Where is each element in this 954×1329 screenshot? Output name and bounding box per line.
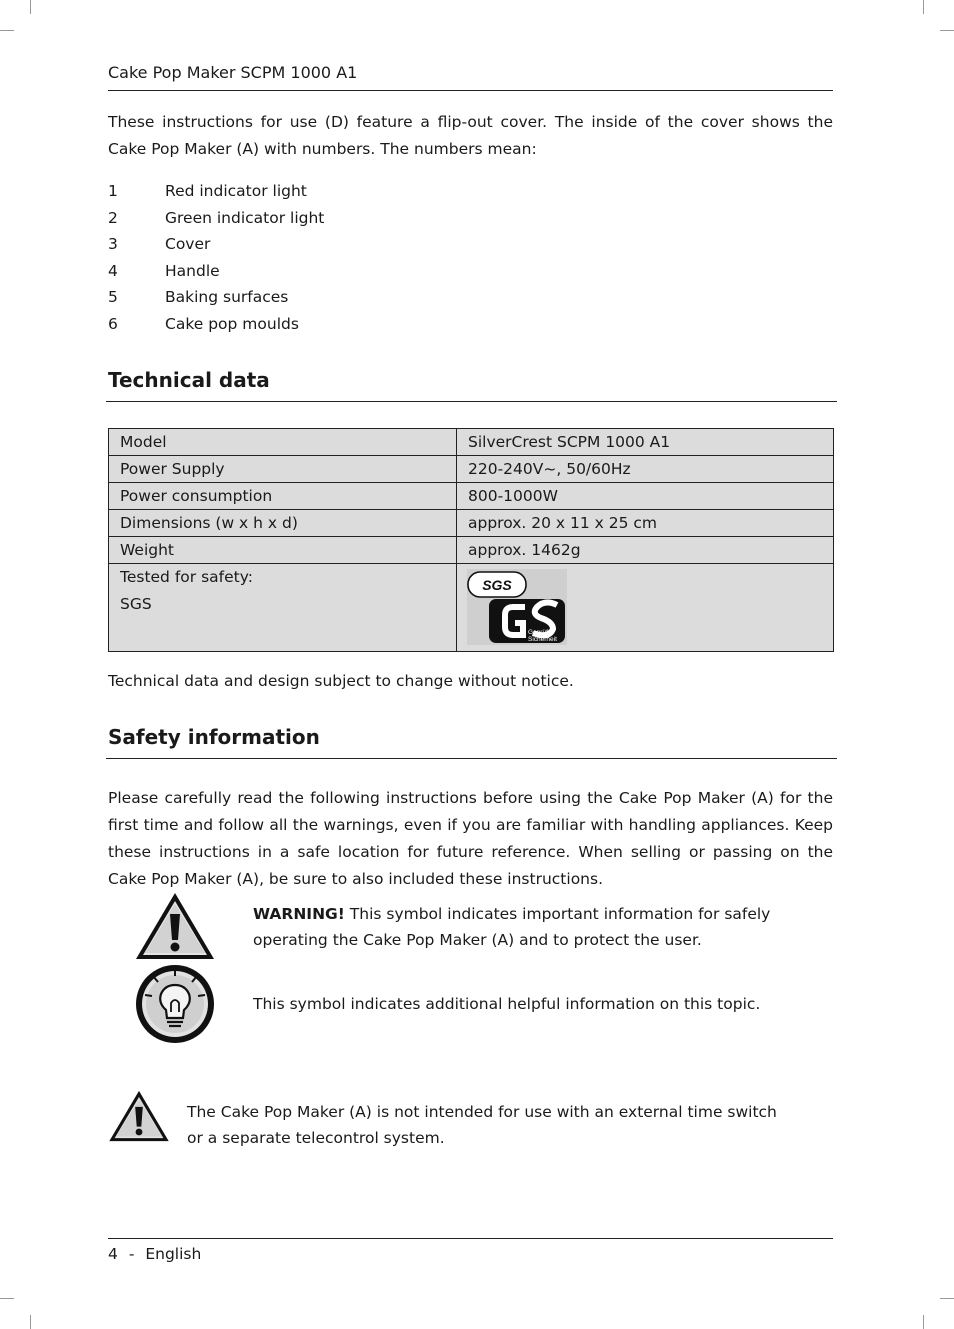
table-row xyxy=(109,564,834,652)
safety-information-heading: Safety information xyxy=(106,724,837,759)
crop-mark xyxy=(923,0,924,14)
crop-mark xyxy=(30,0,31,14)
table-key: Dimensions (w x h x d) xyxy=(109,510,457,537)
gs-logo-line1: Geprüfte xyxy=(528,629,554,636)
part-label: Handle xyxy=(165,261,220,280)
table-key: Power Supply xyxy=(109,456,457,483)
footer-separator: - xyxy=(128,1245,135,1263)
table-row xyxy=(109,537,834,564)
lightbulb-tip-icon xyxy=(133,963,217,1045)
footer-language: English xyxy=(145,1245,202,1263)
gs-logo-line2: Sicherheit xyxy=(528,636,557,643)
parts-list xyxy=(108,178,708,338)
part-label: Green indicator light xyxy=(165,208,325,227)
table-value: SilverCrest SCPM 1000 A1 xyxy=(457,429,834,456)
part-number: 5 xyxy=(108,288,118,307)
crop-mark xyxy=(940,30,954,31)
technical-data-heading: Technical data xyxy=(106,367,837,402)
warning-label: WARNING! xyxy=(253,905,345,923)
crop-mark xyxy=(940,1298,954,1299)
part-number: 6 xyxy=(108,314,118,333)
part-number: 2 xyxy=(108,208,118,227)
list-item xyxy=(108,311,708,338)
table-key: Model xyxy=(109,429,457,456)
table-value xyxy=(457,564,834,652)
intro-paragraph: These instructions for use (D) feature a flip-out cover. The inside of the cover shows the Cake Pop Maker (A) with numbers. The numbers mean: xyxy=(108,113,833,158)
footer-rule xyxy=(108,1238,833,1239)
part-number: 4 xyxy=(108,261,118,280)
part-label: Cake pop moulds xyxy=(165,314,299,333)
crop-mark xyxy=(923,1315,924,1329)
table-row xyxy=(109,483,834,510)
table-key: Weight xyxy=(109,537,457,564)
technical-note: Technical data and design subject to change without notice. xyxy=(108,672,574,690)
crop-mark xyxy=(30,1315,31,1329)
table-row xyxy=(109,510,834,537)
table-key xyxy=(109,564,457,652)
list-item xyxy=(108,258,708,285)
list-item xyxy=(108,231,708,258)
table-key: Power consumption xyxy=(109,483,457,510)
table-value: approx. 20 x 11 x 25 cm xyxy=(457,510,834,537)
warning-description xyxy=(253,901,833,953)
page-header: Cake Pop Maker SCPM 1000 A1 xyxy=(108,63,833,91)
sgs-gs-certification-logo xyxy=(467,569,567,645)
table-value: 800-1000W xyxy=(457,483,834,510)
timer-warning-text: The Cake Pop Maker (A) is not intended for use with an external time switch or a separate telecontrol system. xyxy=(187,1103,777,1147)
page-number: 4 xyxy=(108,1245,118,1263)
sgs-logo-text: SGS xyxy=(482,577,512,593)
part-label: Red indicator light xyxy=(165,182,307,200)
table-value: approx. 1462g xyxy=(457,537,834,564)
list-item xyxy=(108,178,708,205)
part-label: Baking surfaces xyxy=(165,288,289,307)
warning-icon xyxy=(107,1088,171,1144)
part-number: 1 xyxy=(108,182,118,200)
crop-mark xyxy=(0,30,14,31)
list-item xyxy=(108,205,708,232)
safety-test-body: SGS xyxy=(120,595,152,613)
table-value: 220-240V~, 50/60Hz xyxy=(457,456,834,483)
crop-mark xyxy=(0,1298,14,1299)
warning-text: This symbol indicates important information for safely operating the Cake Pop Maker (A) and to protect the user. xyxy=(253,905,771,949)
part-number: 3 xyxy=(108,235,118,254)
page-footer xyxy=(108,1244,201,1264)
table-row xyxy=(109,429,834,456)
safety-intro-paragraph: Please carefully read the following instructions before using the Cake Pop Maker (A) for the first time and follow all the warnings, even if you are familiar with handling appliances. Keep these instructions in a safe location for future reference. When selling or passing on the Cake Pop Maker (A), be sure to also included these instructions. xyxy=(108,789,833,888)
part-label: Cover xyxy=(165,235,211,254)
warning-icon xyxy=(133,890,217,962)
table-row xyxy=(109,456,834,483)
safety-test-label: Tested for safety: xyxy=(120,568,253,586)
technical-data-table xyxy=(108,428,834,652)
tip-description: This symbol indicates additional helpful information on this topic. xyxy=(253,995,761,1013)
list-item xyxy=(108,284,708,311)
